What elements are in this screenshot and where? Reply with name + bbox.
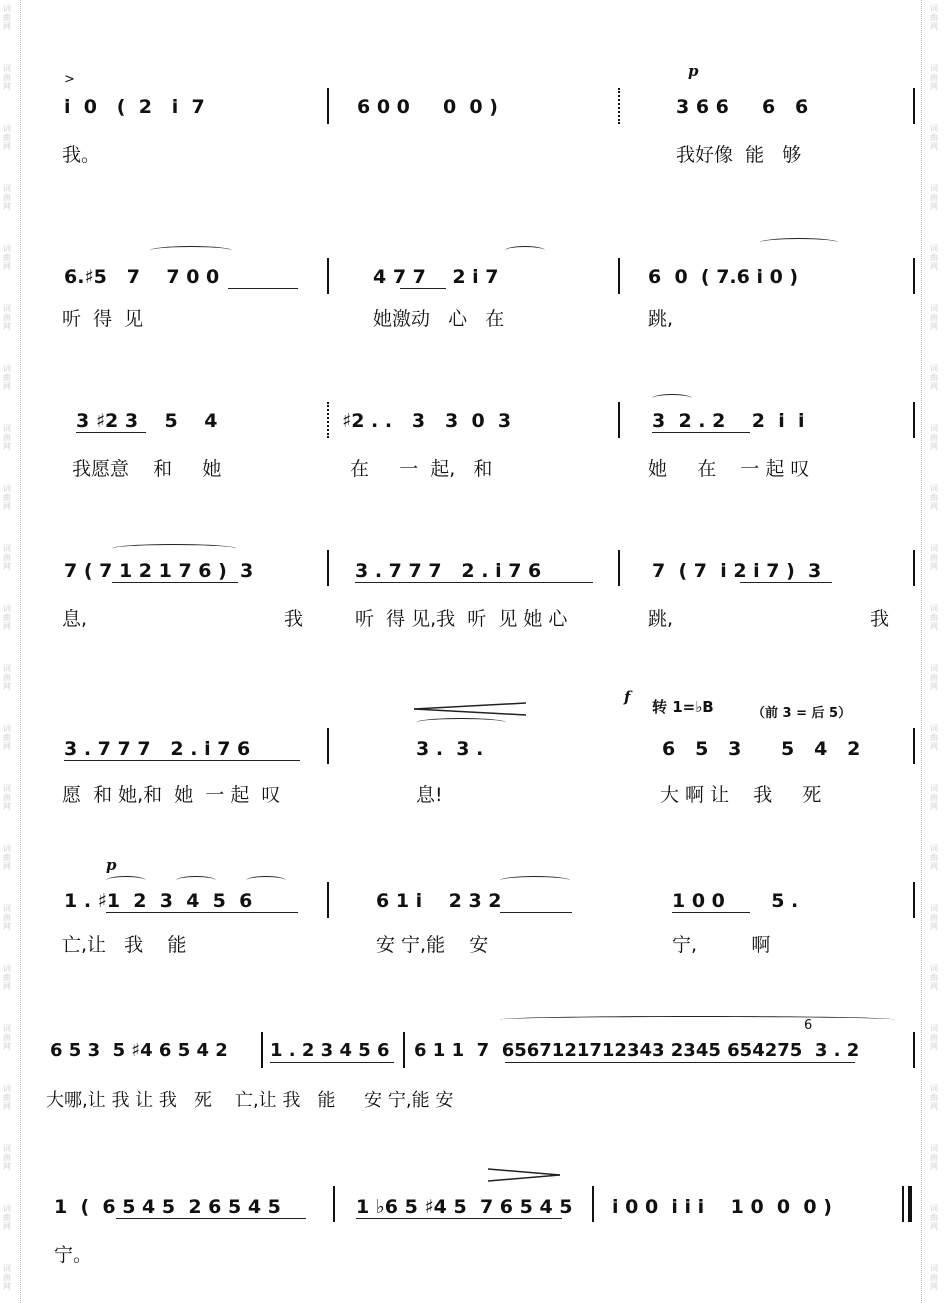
barline xyxy=(327,550,329,586)
lyric-line-2c: 跳, xyxy=(648,308,674,330)
lyric-line-4a: 息, xyxy=(62,608,88,630)
beam-underline xyxy=(740,582,832,583)
notes-measure-3: 3 2 . 2 2 i i xyxy=(652,410,805,432)
watermark-text: 词曲网 xyxy=(930,304,938,331)
key-change: 转 1=♭B xyxy=(652,698,714,716)
right-border xyxy=(921,0,924,1303)
beam-underline xyxy=(355,582,593,583)
beam-underline xyxy=(76,432,146,433)
beam-underline xyxy=(500,912,572,913)
lyric-line-6b: 安 宁,能 安 xyxy=(376,934,489,956)
crescendo-hairpin xyxy=(414,702,526,716)
watermark-text: 词曲网 xyxy=(3,124,11,151)
beam-underline xyxy=(505,1062,855,1063)
notes-measure-2: 1 ♭6 5 ♯4 5 7 6 5 4 5 xyxy=(356,1196,573,1218)
watermark-text: 词曲网 xyxy=(930,904,938,931)
watermark-text: 词曲网 xyxy=(930,724,938,751)
barline xyxy=(618,550,620,586)
watermark-text: 词曲网 xyxy=(930,1204,938,1231)
watermark-text: 词曲网 xyxy=(3,1024,11,1051)
barline xyxy=(913,550,915,586)
barline xyxy=(913,882,915,918)
slur xyxy=(176,876,216,885)
final-barline-thick xyxy=(908,1186,912,1222)
watermark-text: 词曲网 xyxy=(930,664,938,691)
barline xyxy=(327,882,329,918)
watermark-text: 词曲网 xyxy=(3,844,11,871)
watermark-text: 词曲网 xyxy=(3,724,11,751)
slur xyxy=(246,876,286,885)
slur xyxy=(505,246,545,255)
lyric-line-5b: 息! xyxy=(416,784,443,806)
watermark-text: 词曲网 xyxy=(930,4,938,31)
watermark-text: 词曲网 xyxy=(3,304,11,331)
barline-dashed xyxy=(618,88,620,124)
watermark-text: 词曲网 xyxy=(3,544,11,571)
beam-underline xyxy=(652,432,750,433)
key-change-note: （前 3 = 后 5） xyxy=(752,706,852,721)
notes-measure-2: 6 0 0 0 0 ) xyxy=(357,96,498,118)
beam-underline xyxy=(64,760,300,761)
watermark-text: 词曲网 xyxy=(930,1084,938,1111)
watermark-text: 词曲网 xyxy=(930,1024,938,1051)
barline xyxy=(913,402,915,438)
barline xyxy=(913,258,915,294)
barline xyxy=(333,1186,335,1222)
dynamic-piano: p xyxy=(106,856,117,874)
diminuendo-hairpin xyxy=(488,1168,560,1182)
beam-underline xyxy=(356,1218,562,1219)
notes-measure-2: 1 . 2 3 4 5 6 xyxy=(270,1040,390,1061)
notes-measure-3: 3 6 6 6 6 xyxy=(676,96,809,118)
watermark-text: 词曲网 xyxy=(3,184,11,211)
slur xyxy=(106,876,146,885)
barline xyxy=(913,1032,915,1068)
beam-underline xyxy=(116,1218,306,1219)
lyric-line-6c: 宁, 啊 xyxy=(672,934,771,956)
notes-measure-3: 6 1 1 7 6567121712343 2345 654275 3 . 2 xyxy=(414,1040,860,1061)
left-border xyxy=(20,0,23,1303)
watermark-text: 词曲网 xyxy=(3,1204,11,1231)
beam-underline xyxy=(228,288,298,289)
lyric-line-4c2: 我 xyxy=(870,608,890,630)
beam-underline xyxy=(400,288,446,289)
watermark-text: 词曲网 xyxy=(3,1264,11,1291)
lyric-line-7: 大哪,让 我 让 我 死 亡,让 我 能 安 宁,能 安 xyxy=(46,1090,454,1111)
watermark-text: 词曲网 xyxy=(930,64,938,91)
lyric-line-2b: 她激动 心 在 xyxy=(373,308,505,330)
lyric-line-3a: 我愿意 和 她 xyxy=(72,458,222,480)
notes-measure-3: 6 0 ( 7.6 i 0 ) xyxy=(648,266,799,288)
watermark-text: 词曲网 xyxy=(930,844,938,871)
lyric-line-3c: 她 在 一 起 叹 xyxy=(648,458,810,480)
barline xyxy=(592,1186,594,1222)
watermark-text: 词曲网 xyxy=(3,964,11,991)
lyric-line-5a: 愿 和 她,和 她 一 起 叹 xyxy=(62,784,281,806)
barline xyxy=(618,258,620,294)
slur xyxy=(500,876,570,885)
notes-measure-3: 7 ( 7 i 2 i 7 ) 3 xyxy=(652,560,822,582)
slur xyxy=(416,718,506,727)
lyric-line-4b: 听 得 见,我 听 见 她 心 xyxy=(355,608,568,630)
beam-underline xyxy=(672,912,750,913)
watermark-text: 词曲网 xyxy=(3,784,11,811)
watermark-text: 词曲网 xyxy=(930,784,938,811)
notes-measure-1: 3 ♯2 3 5 4 xyxy=(76,410,218,432)
barline xyxy=(327,258,329,294)
watermark-text: 词曲网 xyxy=(930,484,938,511)
lyric-line-6a: 亡,让 我 能 xyxy=(62,934,187,956)
watermark-text: 词曲网 xyxy=(3,604,11,631)
watermark-text: 词曲网 xyxy=(930,364,938,391)
watermark-text: 词曲网 xyxy=(930,424,938,451)
notes-measure-3: 1 0 0 5 . xyxy=(672,890,799,912)
barline xyxy=(403,1032,405,1068)
slur-long xyxy=(500,1016,894,1023)
notes-measure-1: 1 . ♯1 2 3 4 5 6 xyxy=(64,890,253,912)
watermark-text: 词曲网 xyxy=(930,604,938,631)
barline xyxy=(913,88,915,124)
barline xyxy=(913,728,915,764)
barline xyxy=(618,402,620,438)
slur xyxy=(150,246,232,255)
notes-measure-1: 7 ( 7 1 2 1 7 6 ) 3 xyxy=(64,560,254,582)
watermark-text: 词曲网 xyxy=(3,904,11,931)
watermark-text: 词曲网 xyxy=(930,1144,938,1171)
watermark-text: 词曲网 xyxy=(3,64,11,91)
notes-measure-1: 1 ( 6 5 4 5 2 6 5 4 5 xyxy=(54,1196,281,1218)
notes-measure-3: i 0 0 i i i 1 0 0 0 ) xyxy=(612,1196,832,1218)
accent-mark: > xyxy=(64,72,75,87)
watermark-text: 词曲网 xyxy=(3,364,11,391)
lyric-line-5c: 大 啊 让 我 死 xyxy=(660,784,822,806)
dynamic-piano: p xyxy=(688,62,699,80)
final-barline-thin xyxy=(902,1186,904,1222)
notes-measure-1: i 0 ( 2 i 7 xyxy=(64,96,205,118)
watermark-text: 词曲网 xyxy=(3,1084,11,1111)
lyric-line-3b: 在 一 起, 和 xyxy=(350,458,493,480)
watermark-text: 词曲网 xyxy=(930,964,938,991)
barline-dashed xyxy=(327,402,329,438)
notes-measure-2: 4 7 7 2 i 7 xyxy=(373,266,499,288)
notes-measure-2: 6 1 i 2 3 2 xyxy=(376,890,502,912)
beam-underline xyxy=(112,582,238,583)
slur xyxy=(112,544,236,553)
lyric-line-1c: 我好像 能 够 xyxy=(676,144,802,166)
slur xyxy=(760,238,838,247)
notes-measure-2: 3 . 3 . xyxy=(416,738,484,760)
notes-measure-1: 3 . 7 7 7 2 . i 7 6 xyxy=(64,738,251,760)
watermark-text: 词曲网 xyxy=(3,484,11,511)
watermark-text: 词曲网 xyxy=(930,184,938,211)
lyric-line-1a: 我。 xyxy=(62,144,101,166)
barline xyxy=(261,1032,263,1068)
watermark-text: 词曲网 xyxy=(3,1144,11,1171)
watermark-text: 词曲网 xyxy=(930,1264,938,1291)
watermark-text: 词曲网 xyxy=(3,244,11,271)
watermark-text: 词曲网 xyxy=(930,244,938,271)
barline xyxy=(327,728,329,764)
lyric-line-4a2: 我 xyxy=(284,608,304,630)
tuplet-number: 6 xyxy=(804,1018,813,1033)
notes-measure-3: 6 5 3 5 4 2 xyxy=(662,738,861,760)
notes-measure-1: 6 5 3 5 ♯4 6 5 4 2 xyxy=(50,1040,228,1061)
notes-measure-2: ♯2 . . 3 3 0 3 xyxy=(342,410,512,432)
lyric-line-4c: 跳, xyxy=(648,608,674,630)
slur xyxy=(652,394,692,403)
barline xyxy=(327,88,329,124)
watermark-text: 词曲网 xyxy=(930,124,938,151)
lyric-line-2a: 听 得 见 xyxy=(62,308,144,330)
lyric-line-8: 宁。 xyxy=(54,1244,93,1266)
beam-underline xyxy=(106,912,298,913)
watermark-text: 词曲网 xyxy=(930,544,938,571)
watermark-text: 词曲网 xyxy=(3,424,11,451)
watermark-text: 词曲网 xyxy=(3,664,11,691)
dynamic-forte: f xyxy=(624,688,631,706)
notes-measure-1: 6.♯5 7 7 0 0 xyxy=(64,266,220,288)
notes-measure-2: 3 . 7 7 7 2 . i 7 6 xyxy=(355,560,542,582)
beam-underline xyxy=(270,1062,394,1063)
watermark-text: 词曲网 xyxy=(3,4,11,31)
